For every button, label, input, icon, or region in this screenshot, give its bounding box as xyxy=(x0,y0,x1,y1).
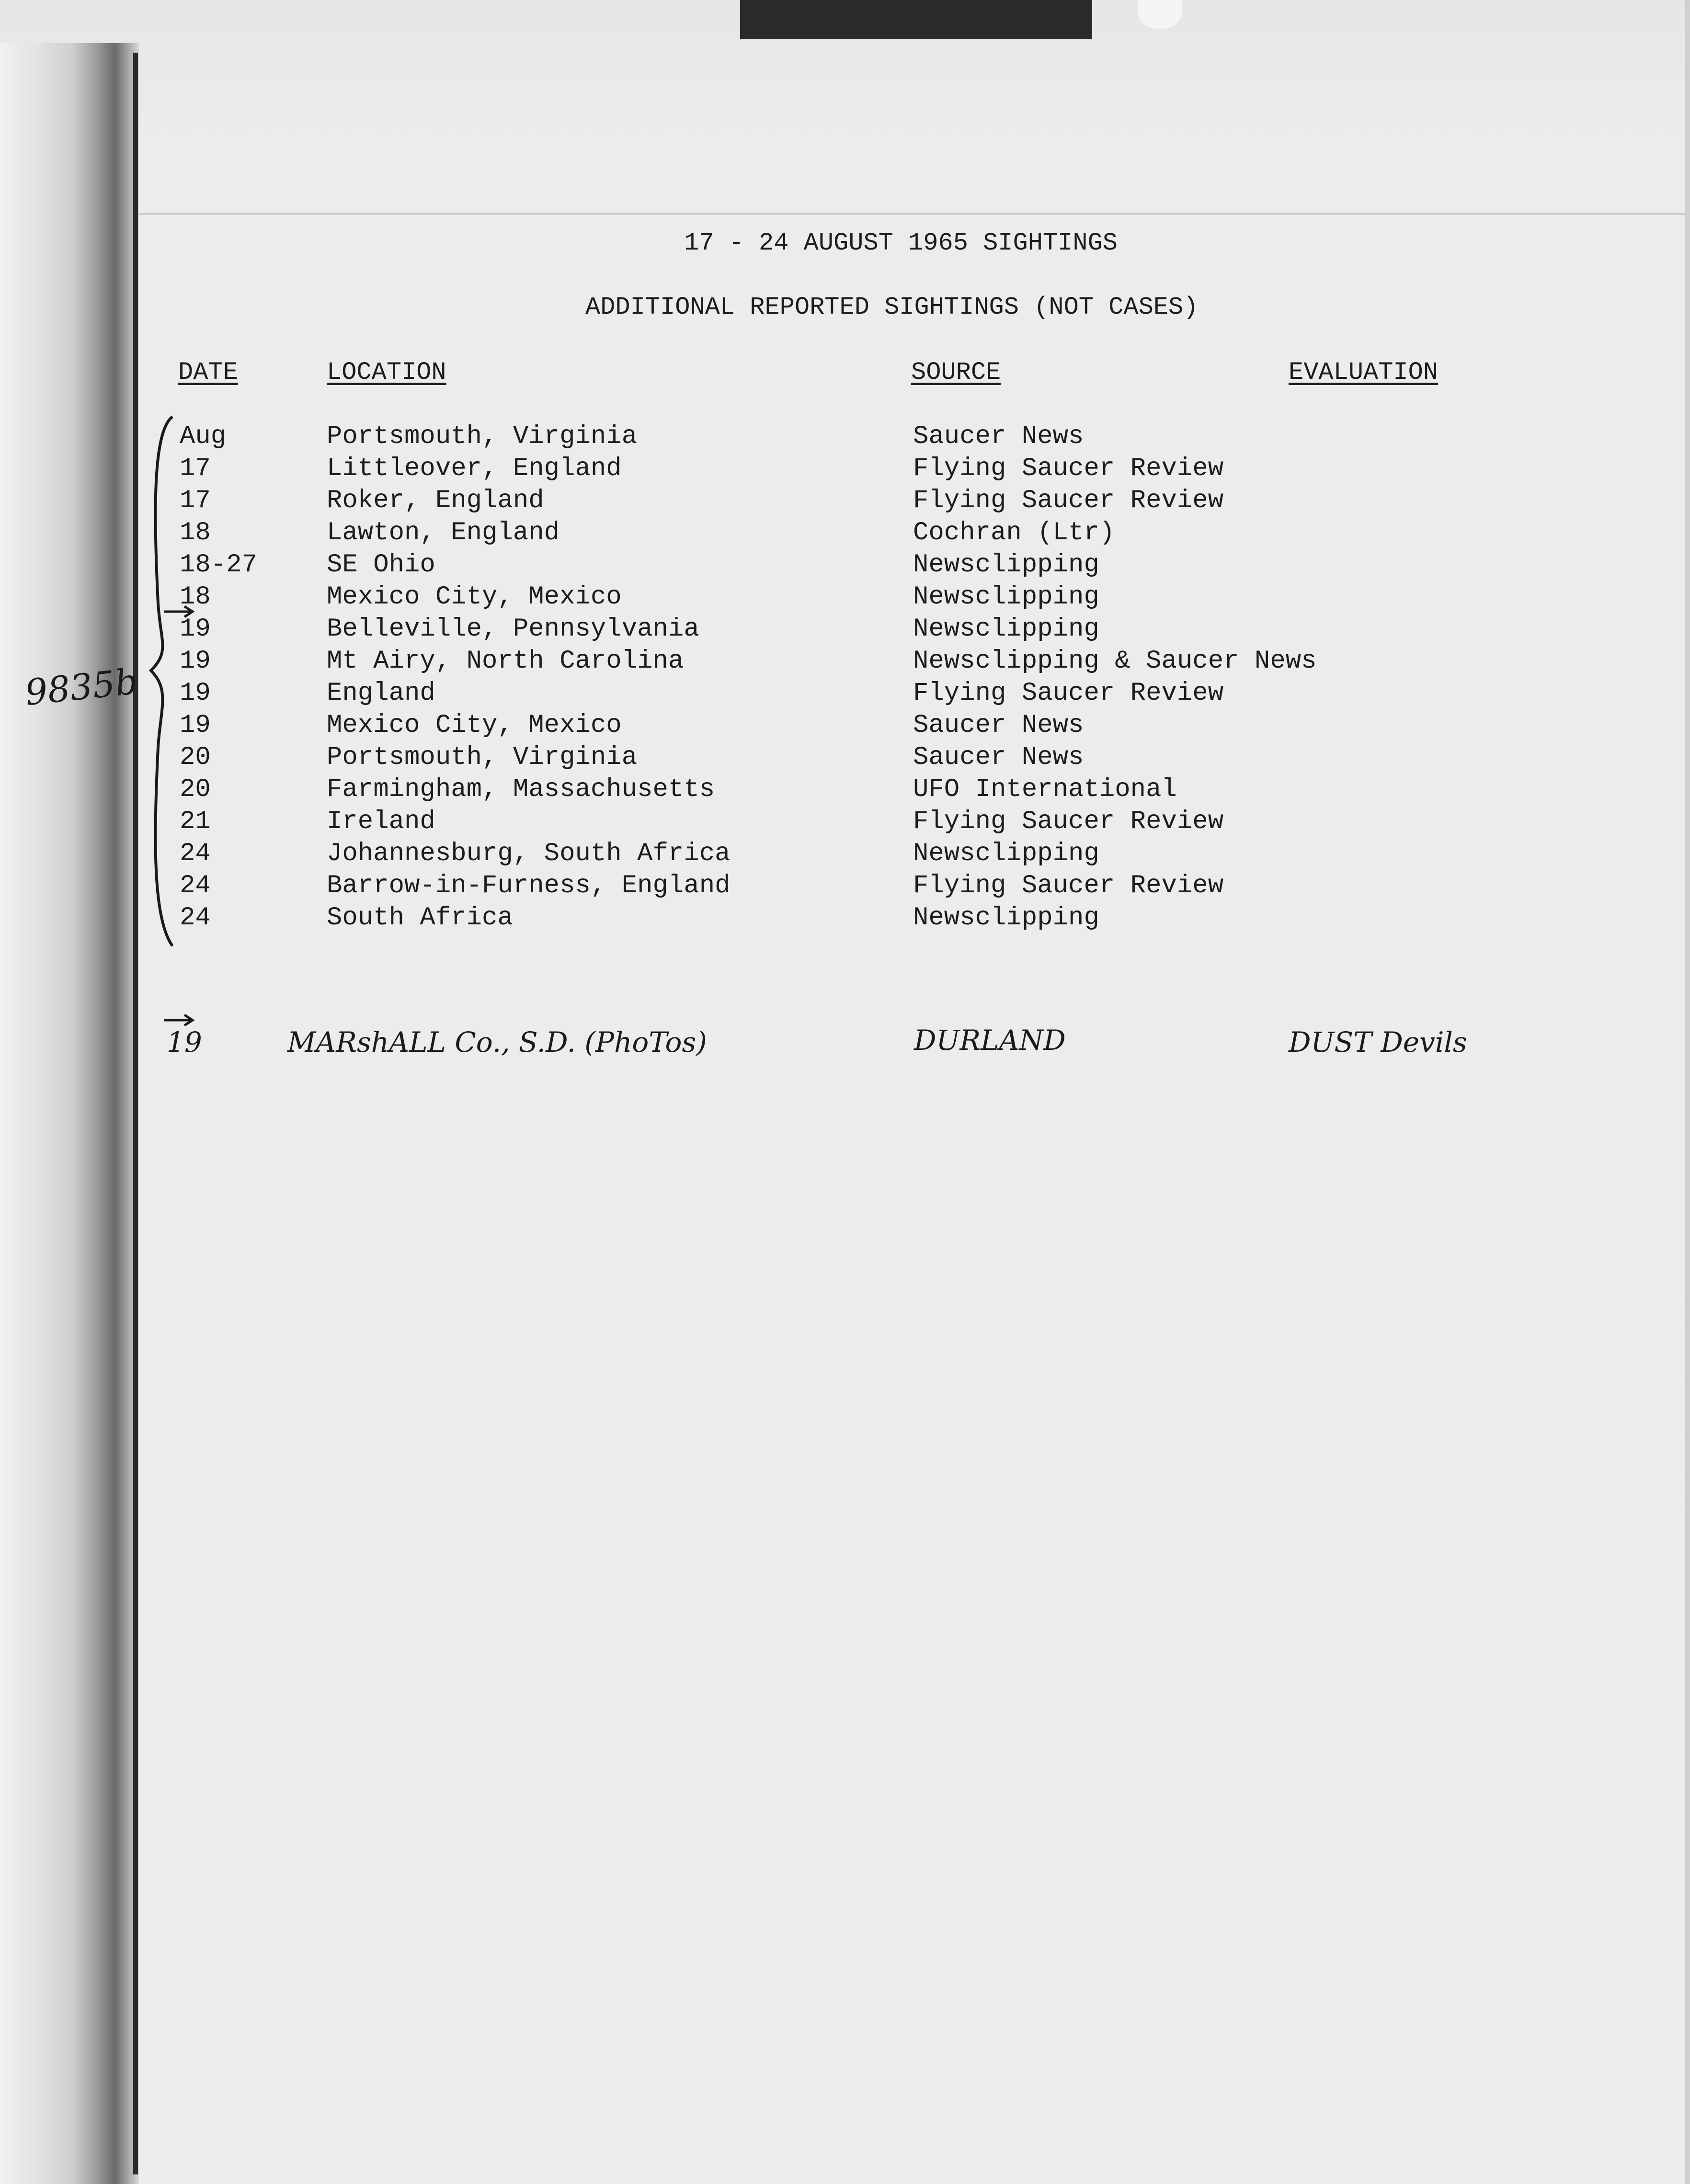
row-location: SE Ohio xyxy=(327,550,435,580)
table-row xyxy=(0,485,1437,517)
arrow-mark xyxy=(163,604,196,619)
row-location: Ireland xyxy=(327,807,435,836)
binding-line xyxy=(133,53,138,2174)
row-source: Newsclipping xyxy=(913,582,1099,612)
row-date: 24 xyxy=(180,871,211,900)
row-location: Johannesburg, South Africa xyxy=(327,839,731,868)
table-row xyxy=(0,613,1437,645)
row-source: Saucer News xyxy=(913,422,1084,451)
table-row xyxy=(0,549,1437,581)
row-source: Flying Saucer Review xyxy=(913,871,1224,900)
row-date: 17 xyxy=(180,486,211,515)
row-location: Barrow-in-Furness, England xyxy=(327,871,731,900)
column-header-date: DATE xyxy=(178,358,238,387)
row-date: 21 xyxy=(180,807,211,836)
table-row xyxy=(0,741,1437,774)
row-source: Flying Saucer Review xyxy=(913,454,1224,483)
table-row xyxy=(0,517,1437,549)
column-header-evaluation: EVALUATION xyxy=(1289,358,1439,387)
row-date: 19 xyxy=(180,647,211,676)
table-row xyxy=(0,902,1437,934)
table-row xyxy=(0,806,1437,838)
row-location: Belleville, Pennsylvania xyxy=(327,614,699,644)
row-location: Littleover, England xyxy=(327,454,622,483)
row-date: 19 xyxy=(180,711,211,740)
handwritten-location: MARshALL Co., S.D. (PhoTos) xyxy=(287,1026,707,1058)
row-source: Flying Saucer Review xyxy=(913,679,1224,708)
row-location: Portsmouth, Virginia xyxy=(327,743,638,772)
row-date: 24 xyxy=(180,839,211,868)
row-source: UFO International xyxy=(913,775,1177,804)
table-row xyxy=(0,677,1437,709)
row-date: 18 xyxy=(180,518,211,547)
row-source: Newsclipping & Saucer News xyxy=(913,647,1317,676)
table-row xyxy=(0,645,1437,677)
row-date: 20 xyxy=(180,775,211,804)
row-location: Roker, England xyxy=(327,486,544,515)
row-date: 18-27 xyxy=(180,550,258,580)
row-date: 19 xyxy=(180,679,211,708)
row-source: Saucer News xyxy=(913,743,1084,772)
row-date: 19 xyxy=(180,614,211,644)
table-row xyxy=(0,870,1437,902)
row-date: Aug xyxy=(180,422,227,451)
margin-note: 9835b xyxy=(23,660,140,714)
handwritten-evaluation: DUST Devils xyxy=(1289,1026,1467,1058)
row-location: England xyxy=(327,679,435,708)
row-source: Newsclipping xyxy=(913,839,1099,868)
handwritten-source: DURLAND xyxy=(914,1024,1066,1057)
fold-line xyxy=(139,213,1690,215)
table-row xyxy=(0,774,1437,806)
row-source: Newsclipping xyxy=(913,903,1099,933)
row-source: Saucer News xyxy=(913,711,1084,740)
scan-left-edge xyxy=(0,43,139,2184)
binder-tab xyxy=(740,0,1092,39)
table-row xyxy=(0,838,1437,870)
table-row xyxy=(0,581,1437,613)
column-header-source: SOURCE xyxy=(911,358,1001,387)
row-source: Flying Saucer Review xyxy=(913,807,1224,836)
row-source: Flying Saucer Review xyxy=(913,486,1224,515)
page-title: 17 - 24 AUGUST 1965 SIGHTINGS xyxy=(684,229,1118,257)
row-date: 17 xyxy=(180,454,211,483)
row-source: Newsclipping xyxy=(913,614,1099,644)
row-date: 18 xyxy=(180,582,211,612)
column-header-location: LOCATION xyxy=(327,358,446,387)
row-location: South Africa xyxy=(327,903,513,933)
bracket-mark xyxy=(144,412,201,953)
arrow-mark xyxy=(163,1013,196,1027)
row-location: Mexico City, Mexico xyxy=(327,582,622,612)
sightings-table xyxy=(0,421,1437,934)
table-row xyxy=(0,421,1437,453)
scan-right-edge xyxy=(1685,0,1690,2184)
row-date: 24 xyxy=(180,903,211,933)
table-row xyxy=(0,709,1437,741)
row-location: Mt Airy, North Carolina xyxy=(327,647,684,676)
row-date: 20 xyxy=(180,743,211,772)
page-subtitle: ADDITIONAL REPORTED SIGHTINGS (NOT CASES) xyxy=(585,293,1199,321)
row-location: Lawton, England xyxy=(327,518,560,547)
row-source: Cochran (Ltr) xyxy=(913,518,1115,547)
row-location: Portsmouth, Virginia xyxy=(327,422,638,451)
row-location: Mexico City, Mexico xyxy=(327,711,622,740)
handwritten-date: 19 xyxy=(167,1026,202,1058)
row-source: Newsclipping xyxy=(913,550,1099,580)
table-row xyxy=(0,453,1437,485)
row-location: Farmingham, Massachusetts xyxy=(327,775,715,804)
